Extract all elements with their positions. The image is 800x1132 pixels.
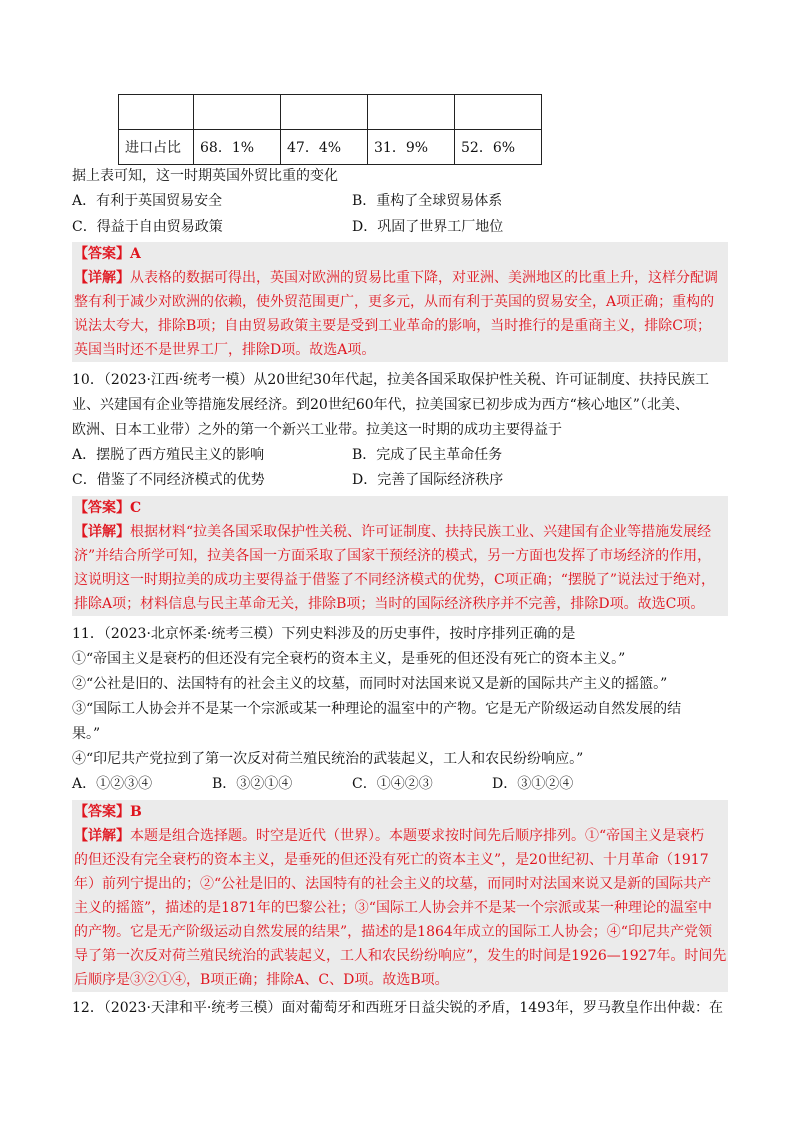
detail-line: 济”并结合所学可知，拉美各国一方面采取了国家干预经济的模式，另一方面也发挥了市场经济的作用， <box>74 548 712 564</box>
option-a: A．①②③④ <box>72 776 153 792</box>
detail-tag: 【详解】 <box>74 828 130 844</box>
detail-tag: 【详解】 <box>74 524 130 540</box>
option-c: C．得益于自由贸易政策 <box>72 219 223 235</box>
detail-line: 整有利于减少对欧洲的依赖，使外贸范围更广，更多元，从而有利于英国的贸易安全，A项正确；重构的 <box>74 294 715 310</box>
detail-line: 导了第一次反对荷兰殖民统治的武装起义，工人和农民纷纷响应”，发生的时间是1926—1927年。时间先 <box>74 948 727 964</box>
question-stem: 10．（2023·江西·统考一模）从20世纪30年代起，拉美各国采取保护性关税、许可证制度、扶持民族工 <box>72 372 709 388</box>
option-a: A．摆脱了西方殖民主义的影响 <box>72 447 265 463</box>
option-b: B．重构了全球贸易体系 <box>352 193 503 209</box>
table-cell <box>194 95 281 130</box>
question-stem: 欧洲、日本工业带）之外的第一个新兴工业带。拉美这一时期的成功主要得益于 <box>72 422 562 438</box>
question-stem: ④“印尼共产党拉到了第一次反对荷兰殖民统治的武装起义，工人和农民纷纷响应。” <box>72 751 584 767</box>
detail-line: 主义的摇篮”，描述的是1871年的巴黎公社；③“国际工人协会并不是某一个宗派或某一种理论的温室中 <box>74 900 712 916</box>
detail-line: 说法太夸大，排除B项；自由贸易政策主要是受到工业革命的影响，当时推行的是重商主义，排除C项； <box>74 318 711 334</box>
table-cell <box>119 95 194 130</box>
table-cell: 52．6% <box>455 130 542 165</box>
detail-line: 这说明这一时期拉美的成功主要得益于借鉴了不同经济模式的优势，C项正确；“摆脱了”说法过于绝对， <box>74 572 716 588</box>
detail-line: 英国当时还不是世界工厂，排除D项。故选A项。 <box>74 342 376 358</box>
detail-line: 从表格的数据可得出，英国对欧洲的贸易比重下降，对亚洲、美洲地区的比重上升，这样分配调 <box>130 270 718 286</box>
detail-line: 排除A项；材料信息与民主革命无关，排除B项；当时的国际经济秩序并不完善，排除D项。故选C项。 <box>74 596 705 612</box>
table-cell <box>368 95 455 130</box>
table-cell: 47．4% <box>281 130 368 165</box>
question-stem: 12．（2023·天津和平·统考三模）面对葡萄牙和西班牙日益尖锐的矛盾，1493年，罗马教皇作出仲裁：在 <box>72 1000 723 1016</box>
table-cell: 68．1% <box>194 130 281 165</box>
trade-table <box>118 94 542 165</box>
detail-line: 本题是组合选择题。时空是近代（世界）。本题要求按时间先后顺序排列。①“帝国主义是衰朽 <box>130 828 705 844</box>
answer-box <box>72 242 728 362</box>
table-row <box>119 95 542 130</box>
question-stem: 据上表可知，这一时期英国外贸比重的变化 <box>72 168 338 184</box>
table-cell: 31．9% <box>368 130 455 165</box>
question-stem: ③“国际工人协会并不是某一个宗派或某一种理论的温室中的产物。它是无产阶级运动自然发展的结 <box>72 701 682 717</box>
question-stem: 11．（2023·北京怀柔·统考三模）下列史料涉及的历史事件，按时序排列正确的是 <box>72 626 576 642</box>
option-d: D．完善了国际经济秩序 <box>352 472 504 488</box>
option-c: C．①④②③ <box>352 776 433 792</box>
question-stem: 果。” <box>72 726 101 742</box>
detail-tag: 【详解】 <box>74 270 130 286</box>
answer-box <box>72 800 728 992</box>
table-cell <box>455 95 542 130</box>
table-cell <box>281 95 368 130</box>
answer-label: 【答案】C <box>74 500 142 516</box>
table-row <box>119 130 542 165</box>
question-stem: ①“帝国主义是衰朽的但还没有完全衰朽的资本主义，是垂死的但还没有死亡的资本主义。” <box>72 651 626 667</box>
question-stem: 业、兴建国有企业等措施发展经济。到20世纪60年代，拉美国家已初步成为西方“核心地区”（北美、 <box>72 397 689 413</box>
detail-line: 年）前列宁提出的；②“公社是旧的、法国特有的社会主义的坟墓，而同时对法国来说又是新的国际共产 <box>74 876 712 892</box>
option-c: C．借鉴了不同经济模式的优势 <box>72 472 265 488</box>
option-b: B．③②①④ <box>212 776 293 792</box>
answer-label: 【答案】A <box>74 246 141 262</box>
answer-box <box>72 496 728 616</box>
option-a: A．有利于英国贸易安全 <box>72 193 223 209</box>
detail-line: 根据材料“拉美各国采取保护性关税、许可证制度、扶持民族工业、兴建国有企业等措施发展经 <box>130 524 712 540</box>
answer-label: 【答案】B <box>74 804 142 820</box>
row-label: 进口占比 <box>119 130 194 165</box>
option-b: B．完成了民主革命任务 <box>352 447 503 463</box>
option-d: D．③①②④ <box>492 776 574 792</box>
option-d: D．巩固了世界工厂地位 <box>352 219 504 235</box>
detail-line: 后顺序是③②①④，B项正确；排除A、C、D项。故选B项。 <box>74 972 449 988</box>
detail-line: 的但还没有完全衰朽的资本主义，是垂死的但还没有死亡的资本主义”，是20世纪初、十月革命（1917 <box>74 852 709 868</box>
detail-line: 的产物。它是无产阶级运动自然发展的结果”，描述的是1864年成立的国际工人协会；④“印尼共产党领 <box>74 924 712 940</box>
question-stem: ②“公社是旧的、法国特有的社会主义的坟墓，而同时对法国来说又是新的国际共产主义的摇篮。” <box>72 676 668 692</box>
